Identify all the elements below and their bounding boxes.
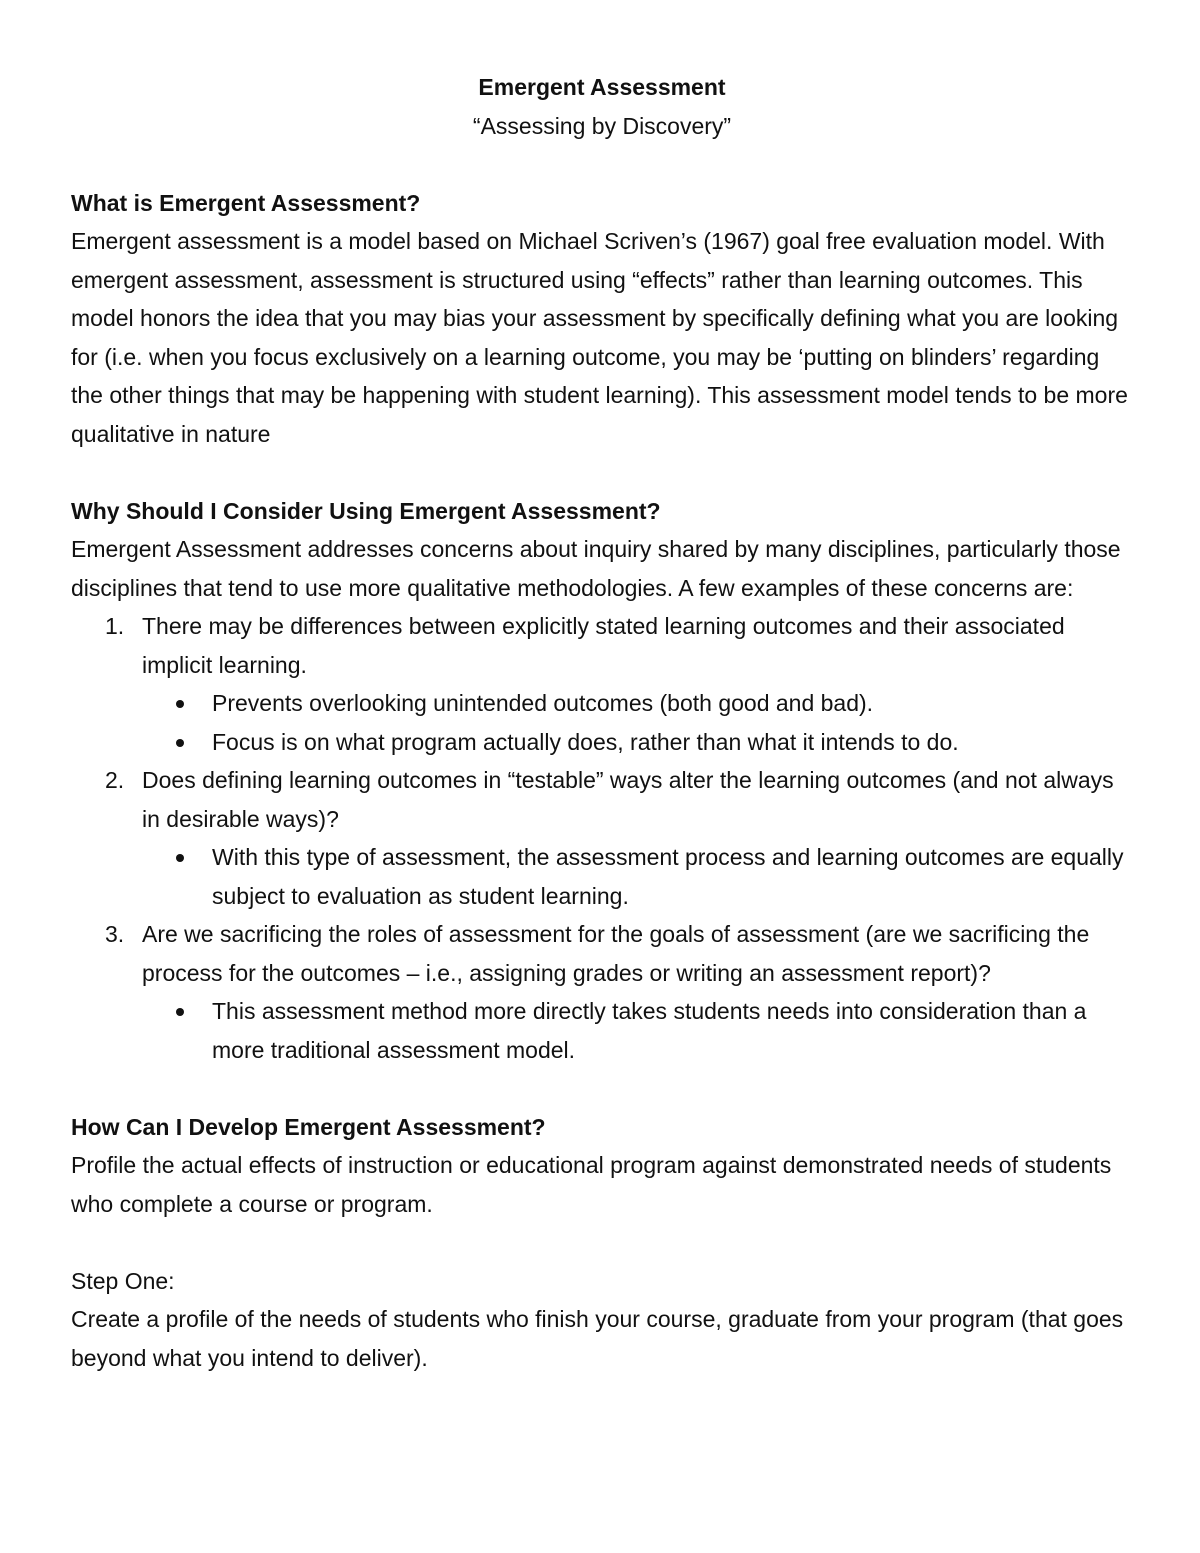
step-body: Create a profile of the needs of students who finish your course, graduate from your program (that goes beyond what you intend to deliver). [71,1306,1124,1371]
bullet-item [142,723,1133,762]
section-how [71,1108,1133,1378]
section-heading-what: What is Emergent Assessment? [71,189,421,216]
list-item-text: Does defining learning outcomes in “testable” ways alter the learning outcomes (and not always in desirable ways)? [142,767,1114,832]
bullet-text: With this type of assessment, the assessment process and learning outcomes are equally subject to evaluation as student learning. [212,844,1124,909]
title-block [71,68,1133,145]
concerns-list [71,607,1133,1069]
section-body-how: Profile the actual effects of instruction or educational program against demonstrated needs of students who complete a course or program. [71,1152,1112,1217]
bullet-text: This assessment method more directly takes students needs into consideration than a more traditional assessment model. [212,998,1087,1063]
bullet-item [142,684,1133,723]
list-item [71,761,1133,915]
section-intro-why: Emergent Assessment addresses concerns about inquiry shared by many disciplines, particularly those disciplines that tend to use more qualitative methodologies. A few examples of these concerns are: [71,536,1121,601]
sub-bullet-list [142,684,1133,761]
list-number: 1. [105,613,125,639]
bullet-icon [176,1008,184,1016]
list-item [71,607,1133,761]
step-label: Step One: [71,1267,175,1294]
section-heading-how: How Can I Develop Emergent Assessment? [71,1113,546,1140]
bullet-item [142,992,1133,1069]
bullet-text: Focus is on what program actually does, rather than what it intends to do. [212,728,959,755]
sub-bullet-list [142,992,1133,1069]
bullet-icon [176,854,184,862]
list-number: 3. [105,921,125,947]
bullet-icon [176,739,184,747]
list-item [71,915,1133,1069]
section-heading-why: Why Should I Consider Using Emergent Assessment? [71,497,661,524]
list-item-text: There may be differences between explicitly stated learning outcomes and their associated implicit learning. [142,613,1065,678]
section-what [71,184,1133,454]
section-body-what: Emergent assessment is a model based on Michael Scriven’s (1967) goal free evaluation model. With emergent assessment, assessment is structured using “effects” rather than learning outcomes. This model honors the idea that you may bias your assessment by specifically defining what you are looking for (i.e. when you focus exclusively on a learning outcome, you may be ‘putting on blinders’ regarding the other things that may be happening with student learning). This assessment model tends to be more qualitative in nature [71,228,1128,447]
bullet-text: Prevents overlooking unintended outcomes (both good and bad). [212,690,874,716]
sub-bullet-list [142,838,1133,915]
document-title: Emergent Assessment [478,74,726,100]
section-why [71,492,1133,1070]
bullet-item [142,838,1133,915]
bullet-icon [176,700,184,708]
document-page [71,68,1133,1377]
list-item-text: Are we sacrificing the roles of assessment for the goals of assessment (are we sacrificing the process for the outcomes – i.e., assigning grades or writing an assessment report)? [142,921,1090,986]
document-subtitle: “Assessing by Discovery” [472,112,732,139]
list-number: 2. [105,767,125,793]
